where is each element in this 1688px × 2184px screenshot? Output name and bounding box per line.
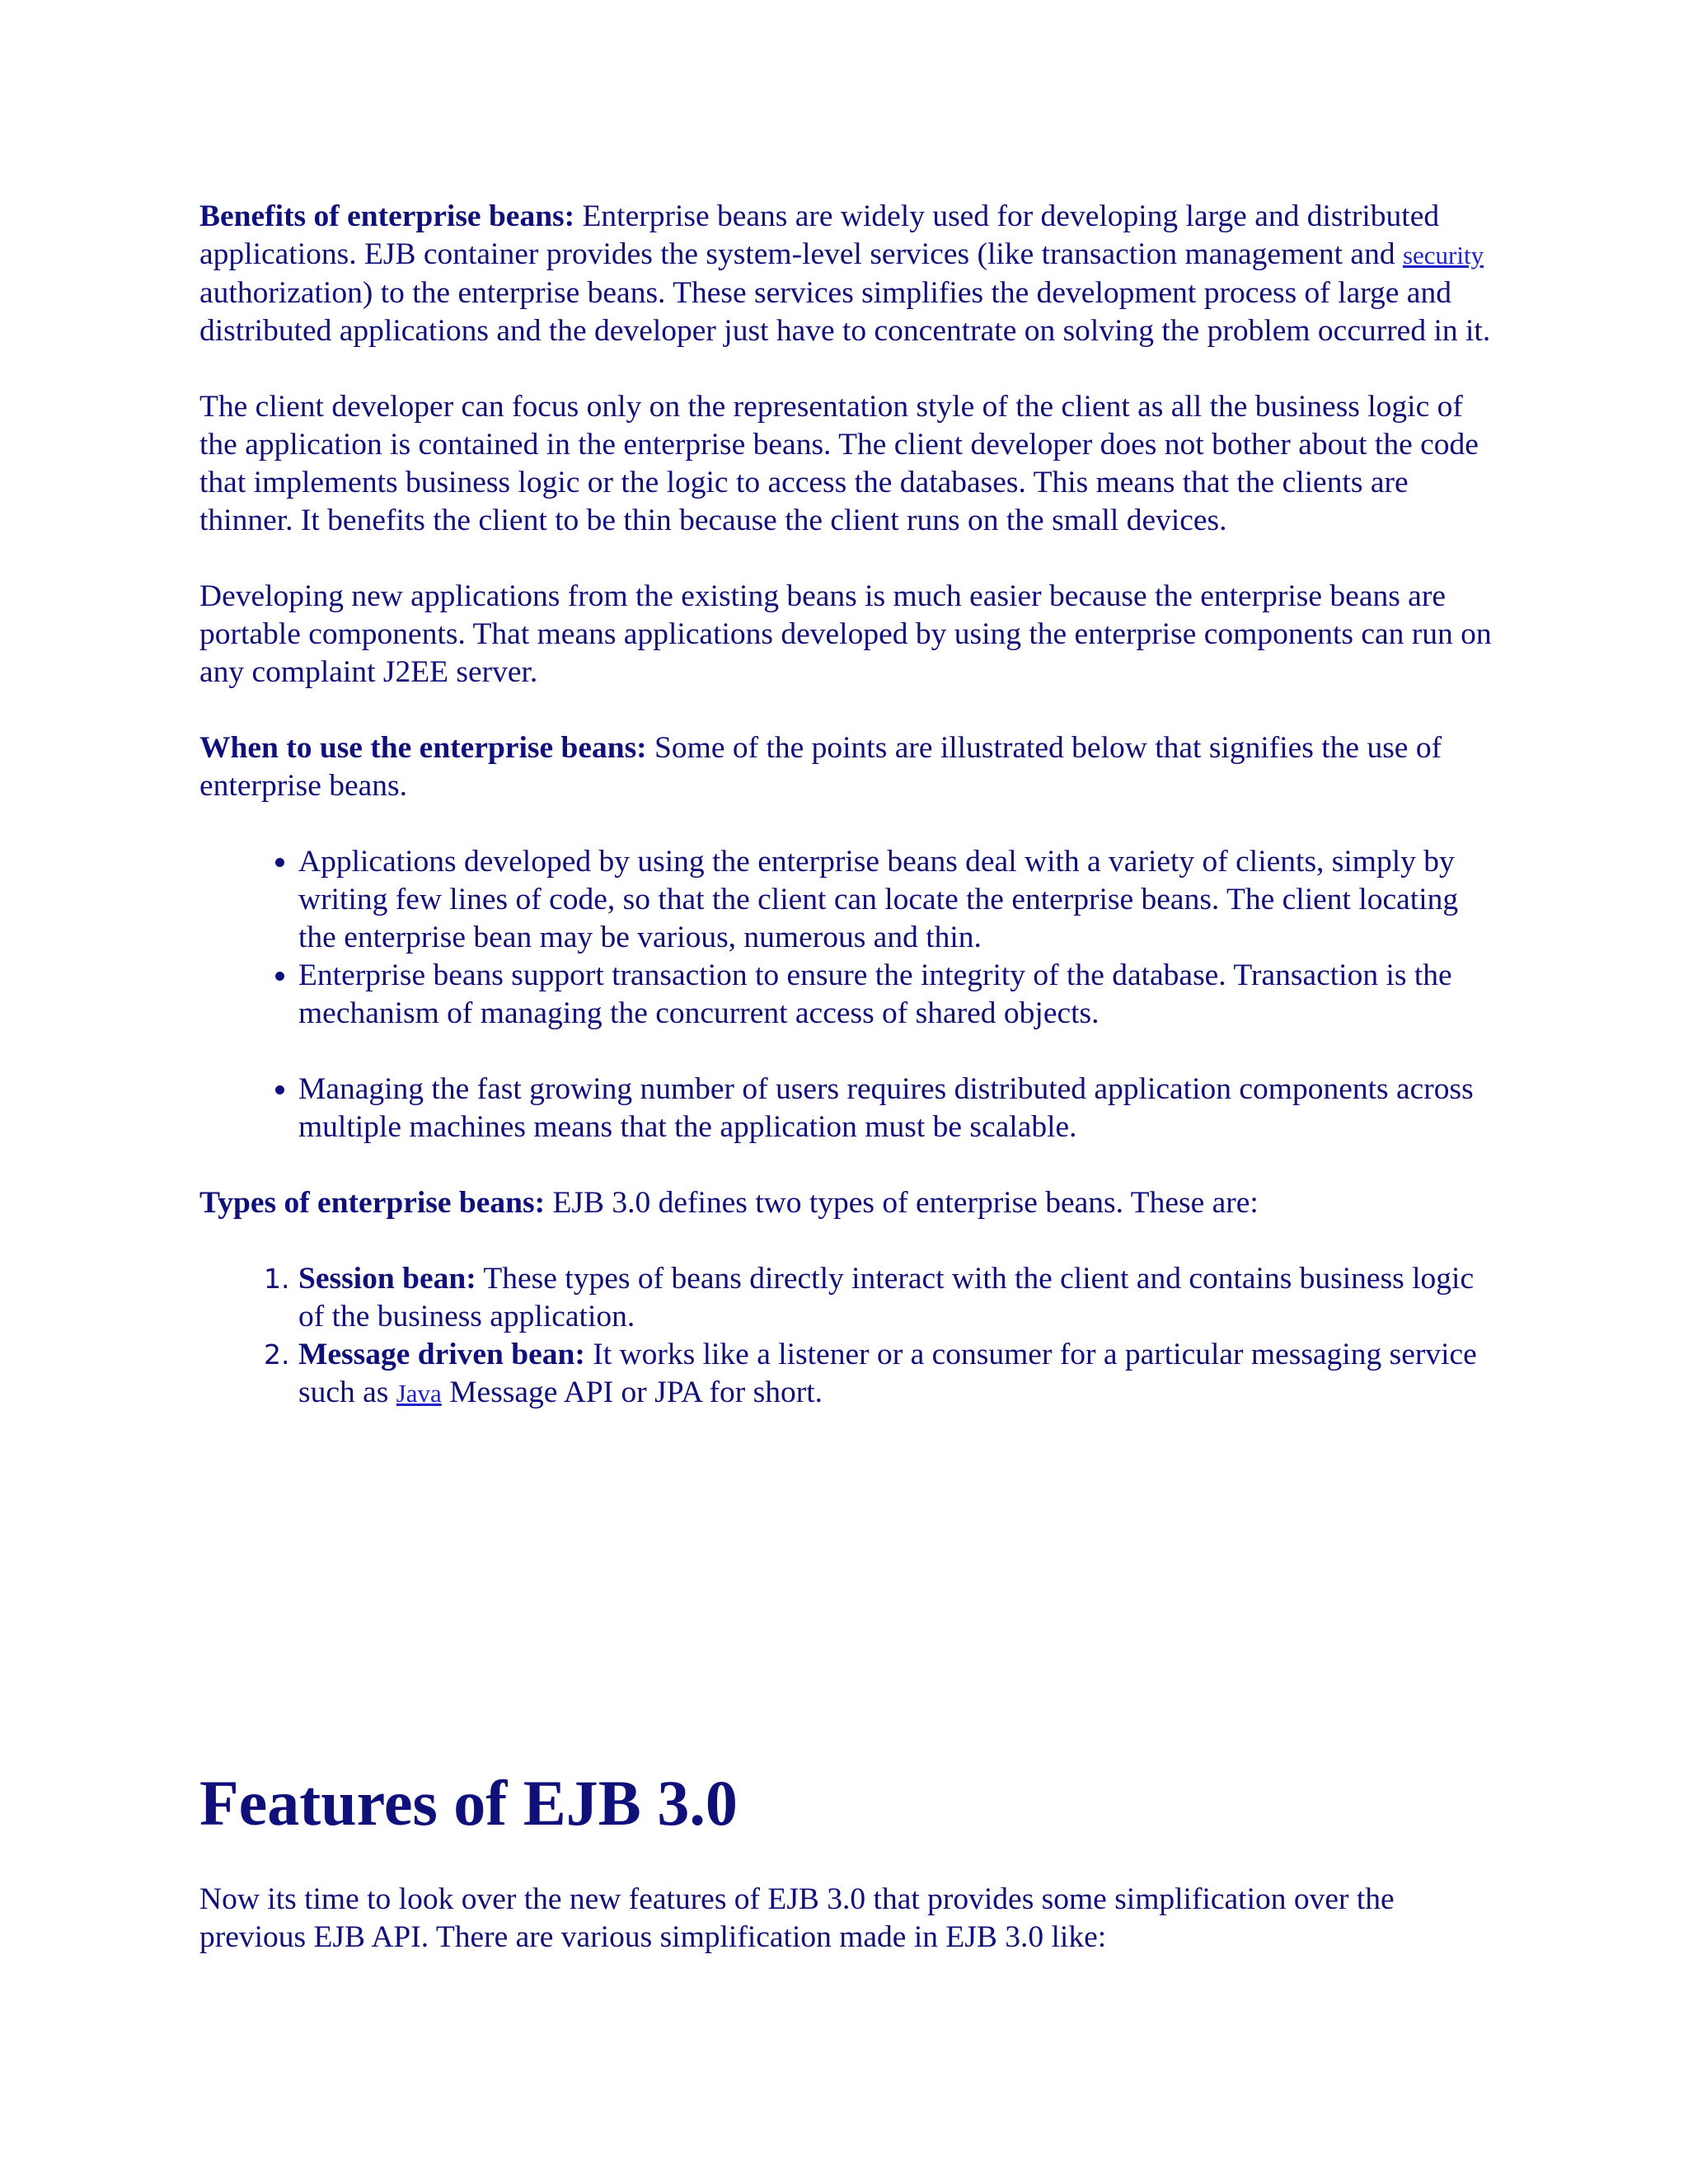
message-driven-bean-label: Message driven bean:	[298, 1338, 585, 1371]
benefits-text-2: authorization) to the enterprise beans. These services simplifies the development process of large and distributed applications and the developer just have to concentrate on solving the problem occurred in it.	[199, 276, 1491, 348]
session-bean-label: Session bean:	[298, 1262, 476, 1296]
java-link[interactable]: Java	[396, 1379, 442, 1408]
list-item: • Enterprise beans support transaction to ensure the integrity of the database. Transaction is the mechanism of managing the concurrent access of shared objects.	[298, 957, 1493, 1033]
document-body	[199, 198, 1493, 1451]
list-item-session-bean	[298, 1260, 1493, 1336]
list-item: • Applications developed by using the enterprise beans deal with a variety of clients, simply by writing few lines of code, so that the client can locate the enterprise beans. The client locating the enterprise bean may be various, numerous and thin.	[298, 843, 1493, 957]
when-to-use-text: Some of the points are illustrated below that signifies the use of enterprise beans.	[199, 731, 1442, 803]
message-driven-bean-text-2: Message API or JPA for short.	[441, 1376, 823, 1409]
benefits-text-1: Enterprise beans are widely used for developing large and distributed applications. EJB container provides the system-level services (like transaction management and	[199, 199, 1440, 271]
benefits-paragraph	[199, 198, 1493, 350]
types-text: EJB 3.0 defines two types of enterprise beans. These are:	[545, 1186, 1259, 1220]
benefits-label: Benefits of enterprise beans:	[199, 199, 575, 233]
list-item-message-driven-bean	[298, 1336, 1493, 1413]
security-link[interactable]: security	[1402, 241, 1484, 269]
list-item: • Managing the fast growing number of users requires distributed application components across multiple machines means that the application must be scalable.	[298, 1071, 1493, 1146]
portable-paragraph: Developing new applications from the existing beans is much easier because the enterprise beans are portable components. That means applications developed by using the enterprise components can run on any complaint J2EE server.	[199, 579, 1492, 689]
types-list	[199, 1260, 1493, 1413]
features-paragraph: Now its time to look over the new features of EJB 3.0 that provides some simplification over the previous EJB API. There are various simplification made in EJB 3.0 like:	[199, 1882, 1395, 1954]
features-heading: Features of EJB 3.0	[199, 1767, 738, 1839]
when-to-use-paragraph	[199, 729, 1493, 805]
session-bean-text: These types of beans directly interact with the client and contains business logic of the business application.	[298, 1262, 1475, 1333]
types-label: Types of enterprise beans:	[199, 1186, 546, 1220]
message-driven-bean-text-1: It works like a listener or a consumer for a particular messaging service such as	[298, 1338, 1477, 1409]
when-to-use-label: When to use the enterprise beans:	[199, 731, 647, 765]
client-paragraph: The client developer can focus only on the representation style of the client as all the business logic of the application is contained in the enterprise beans. The client developer does not bother about the code that implements business logic or the logic to access the databases. This means that the clients are thinner. It benefits the client to be thin because the client runs on the small devices.	[199, 390, 1479, 537]
when-to-use-list	[199, 843, 1493, 1146]
types-paragraph	[199, 1184, 1493, 1222]
